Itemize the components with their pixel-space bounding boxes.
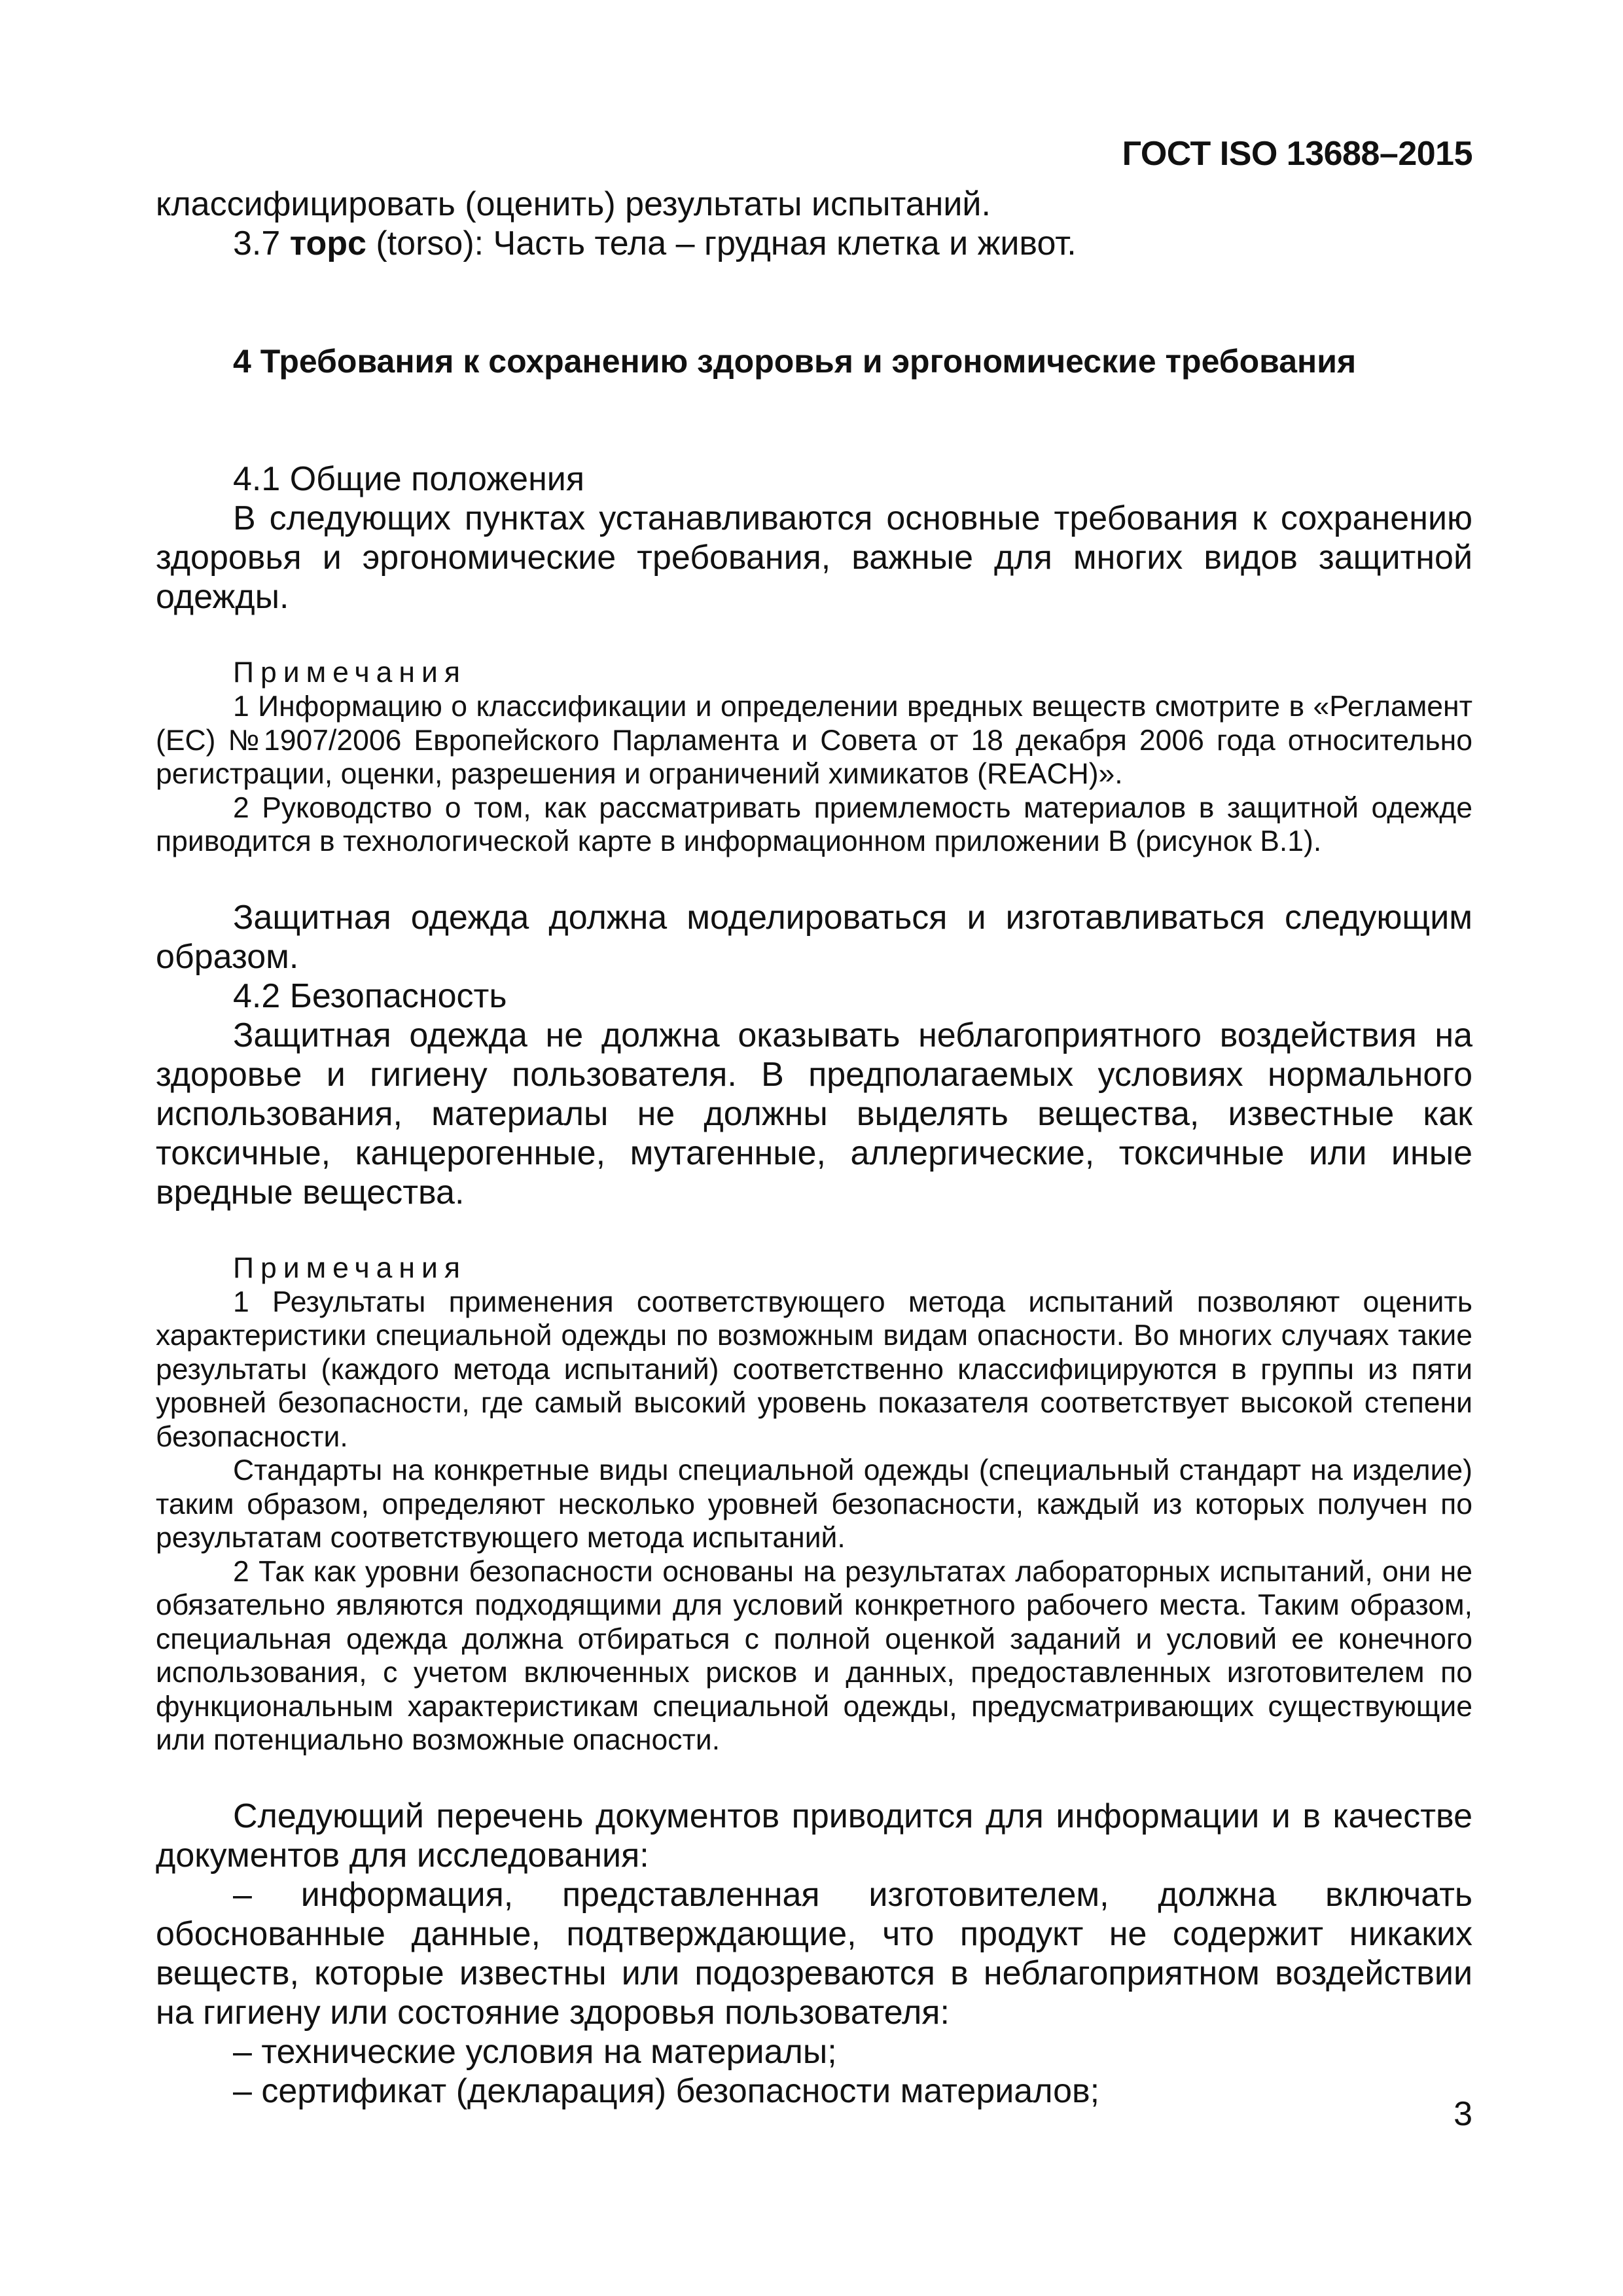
list-item: – технические условия на материалы; xyxy=(233,2032,837,2071)
note-1: 1 Результаты применения соответствующего метода испытаний позволяют оценить характеристики специальной одежды по возможным видам опасности. Во многих случаях такие результаты (каждого метода испытаний) соответственно классифицируются в группы из пяти уровней безопасности, где самый высокий уровень показателя соответствует высокой степени безопасности. xyxy=(156,1285,1472,1453)
subsection-4-2-title: 4.2 Безопасность xyxy=(233,977,507,1015)
note-1: 1 Информацию о классификации и определении вредных веществ смотрите в «Регламент (ЕС) №1907/2006 Европейского Парламента и Совета от 18 декабря 2006 года относительно регистрации, оценки, разрешения и ограничений химикатов (REACH)». xyxy=(156,691,1472,790)
note-2: 2 Так как уровни безопасности основаны на результатах лабораторных испытаний, они не обязательно являются подходящими для условий конкретного рабочего места. Таким образом, специальная одежда должна отбираться с полной оценкой заданий и условий ее конечного использования, с учетом включенных рисков и данных, предоставленных изготовителем по функциональным характеристикам специальной одежды, предусматривающих существующие или потенциально возможные опасности. xyxy=(156,1555,1472,1756)
list-item: – сертификат (декларация) безопасности материалов; xyxy=(233,2072,1100,2110)
section-4-heading: 4 Требования к сохранению здоровья и эргономические требования xyxy=(233,343,1357,380)
note-1-continued: Стандарты на конкретные виды специальной одежды (специальный стандарт на изделие) таким образом, определяют несколько уровней безопасности, каждый из которых получен по результатам соответствующего метода испытаний. xyxy=(156,1454,1472,1554)
list-item: – информация, представленная изготовителем, должна включать обоснованные данные, подтверждающие, что продукт не содержит никаких веществ, которые известны или подозреваются в неблагоприятном воздействии на гигиену или состояние здоровья пользователя: xyxy=(156,1875,1472,2032)
subsection-4-1-text: В следующих пунктах устанавливаются основные требования к сохранению здоровья и эргономические требования, важные для многих видов защитной одежды. xyxy=(156,499,1472,616)
definition-number: 3.7 xyxy=(233,224,290,262)
note-2: 2 Руководство о том, как рассматривать приемлемость материалов в защитной одежде приводится в технологической карте в информационном приложении В (рисунок В.1). xyxy=(156,791,1472,857)
paragraph-design: Защитная одежда должна моделироваться и изготавливаться следующим образом. xyxy=(156,898,1472,976)
notes-label: Примечания xyxy=(233,656,467,689)
subsection-4-2-text: Защитная одежда не должна оказывать неблагоприятного воздействия на здоровье и гигиену пользователя. В предполагаемых условиях нормального использования, материалы не должны выделять вещества, известные как токсичные, канцерогенные, мутагенные, аллергические, токсичные или иные вредные вещества. xyxy=(156,1016,1472,1211)
standard-code-header: ГОСТ ISO 13688–2015 xyxy=(1122,135,1472,173)
page-number: 3 xyxy=(1454,2095,1472,2133)
definition-term: торс xyxy=(289,224,366,262)
notes-label: Примечания xyxy=(233,1251,467,1284)
page-body xyxy=(156,185,1472,2111)
subsection-4-1-title: 4.1 Общие положения xyxy=(233,460,584,498)
definition-3-7 xyxy=(156,224,1472,263)
paragraph-list-intro: Следующий перечень документов приводится для информации и в качестве документов для исследования: xyxy=(156,1797,1472,1874)
paragraph-continuation: классифицировать (оценить) результаты испытаний. xyxy=(156,185,991,223)
definition-text: (torso): Часть тела – грудная клетка и живот. xyxy=(366,224,1077,262)
